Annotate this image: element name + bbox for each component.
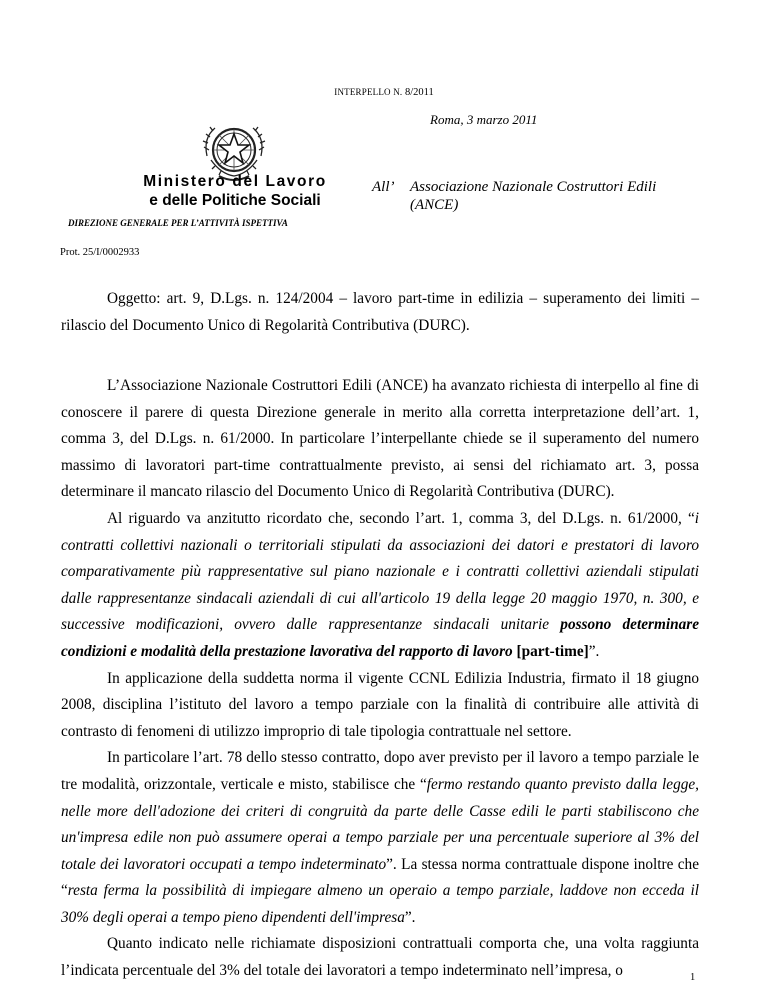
paragraph: L’Associazione Nazionale Costruttori Edili (ANCE) ha avanzato richiesta di interpello al fine di conoscere il parere di questa Direzione generale in merito alla corretta interpretazione dell’art. 1, comma 3, del D.Lgs. n. 61/2000. In particolare l’interpellante chiede se il superamento del numero massimo di lavoratori part-time contrattualmente previsto, ai sensi del richiamato art. 3, possa determinare il mancato rilascio del Documento Unico di Regolarità Contributiva (DURC). [61, 377, 699, 501]
subject: Oggetto: art. 9, D.Lgs. n. 124/2004 – lavoro part-time in edilizia – superamento dei limiti – rilascio del Documento Unico di Regolarità Contributiva (DURC). [61, 290, 699, 334]
page-number: 1 [690, 972, 696, 983]
directorate: DIREZIONE GENERALE PER L’ATTIVITÀ ISPETTIVA [68, 218, 288, 228]
paragraph: In applicazione della suddetta norma il vigente CCNL Edilizia Industria, firmato il 18 giugno 2008, disciplina l’istituto del lavoro a tempo parziale con la finalità di contribuire alle attività di contrasto di fenomeni di utilizzo improprio di tale tipologia contrattuale nel settore. [61, 669, 699, 740]
paragraph: Quanto indicato nelle richiamate disposizioni contrattuali comporta che, una volta raggiunta l’indicata percentuale del 3% del totale dei lavoratori a tempo indeterminato nell’impresa, o [61, 935, 699, 980]
paragraph: In particolare l’art. 78 dello stesso contratto, dopo aver previsto per il lavoro a tempo parziale le tre modalità, orizzontale, verticale e misto, stabilisce che “fermo restando quanto previsto dalla legge, nelle more dell'adozione dei criteri di congruità da parte delle Casse edili le parti stabiliscono che un'impresa edile non può assumere operai a tempo parziale per una percentuale superiore al 3% del totale dei lavoratori occupati a tempo indeterminato”. La stessa norma contrattuale dispone inoltre che “resta ferma la possibilità di impiegare almeno un operaio a tempo parziale, laddove non ecceda il 30% degli operai a tempo pieno dipendenti dell'impresa”. [61, 749, 699, 926]
interpello-number: INTERPELLO N. 8/2011 [334, 87, 434, 98]
protocol-number: Prot. 25/I/0002933 [60, 247, 140, 258]
ministry-name: Ministero del Lavoro e delle Politiche Sociali [143, 173, 327, 209]
document-body [61, 373, 699, 985]
document-date: Roma, 3 marzo 2011 [430, 112, 538, 127]
addressee: All’ Associazione Nazionale Costruttori Edili (ANCE) [372, 179, 657, 213]
paragraph: Al riguardo va anzitutto ricordato che, secondo l’art. 1, comma 3, del D.Lgs. n. 61/2000, “i contratti collettivi nazionali o territoriali stipulati da associazioni dei datori e prestatori di lavoro comparativamente più rappresentative sul piano nazionale e i contratti collettivi aziendali stipulati dalle rappresentanze sindacali aziendali di cui all'articolo 19 della legge 20 maggio 1970, n. 300, e successive modificazioni, ovvero dalle rappresentanze sindacali unitarie possono determinare condizioni e modalità della prestazione lavorativa del rapporto di lavoro [part-time]”. [61, 509, 700, 660]
